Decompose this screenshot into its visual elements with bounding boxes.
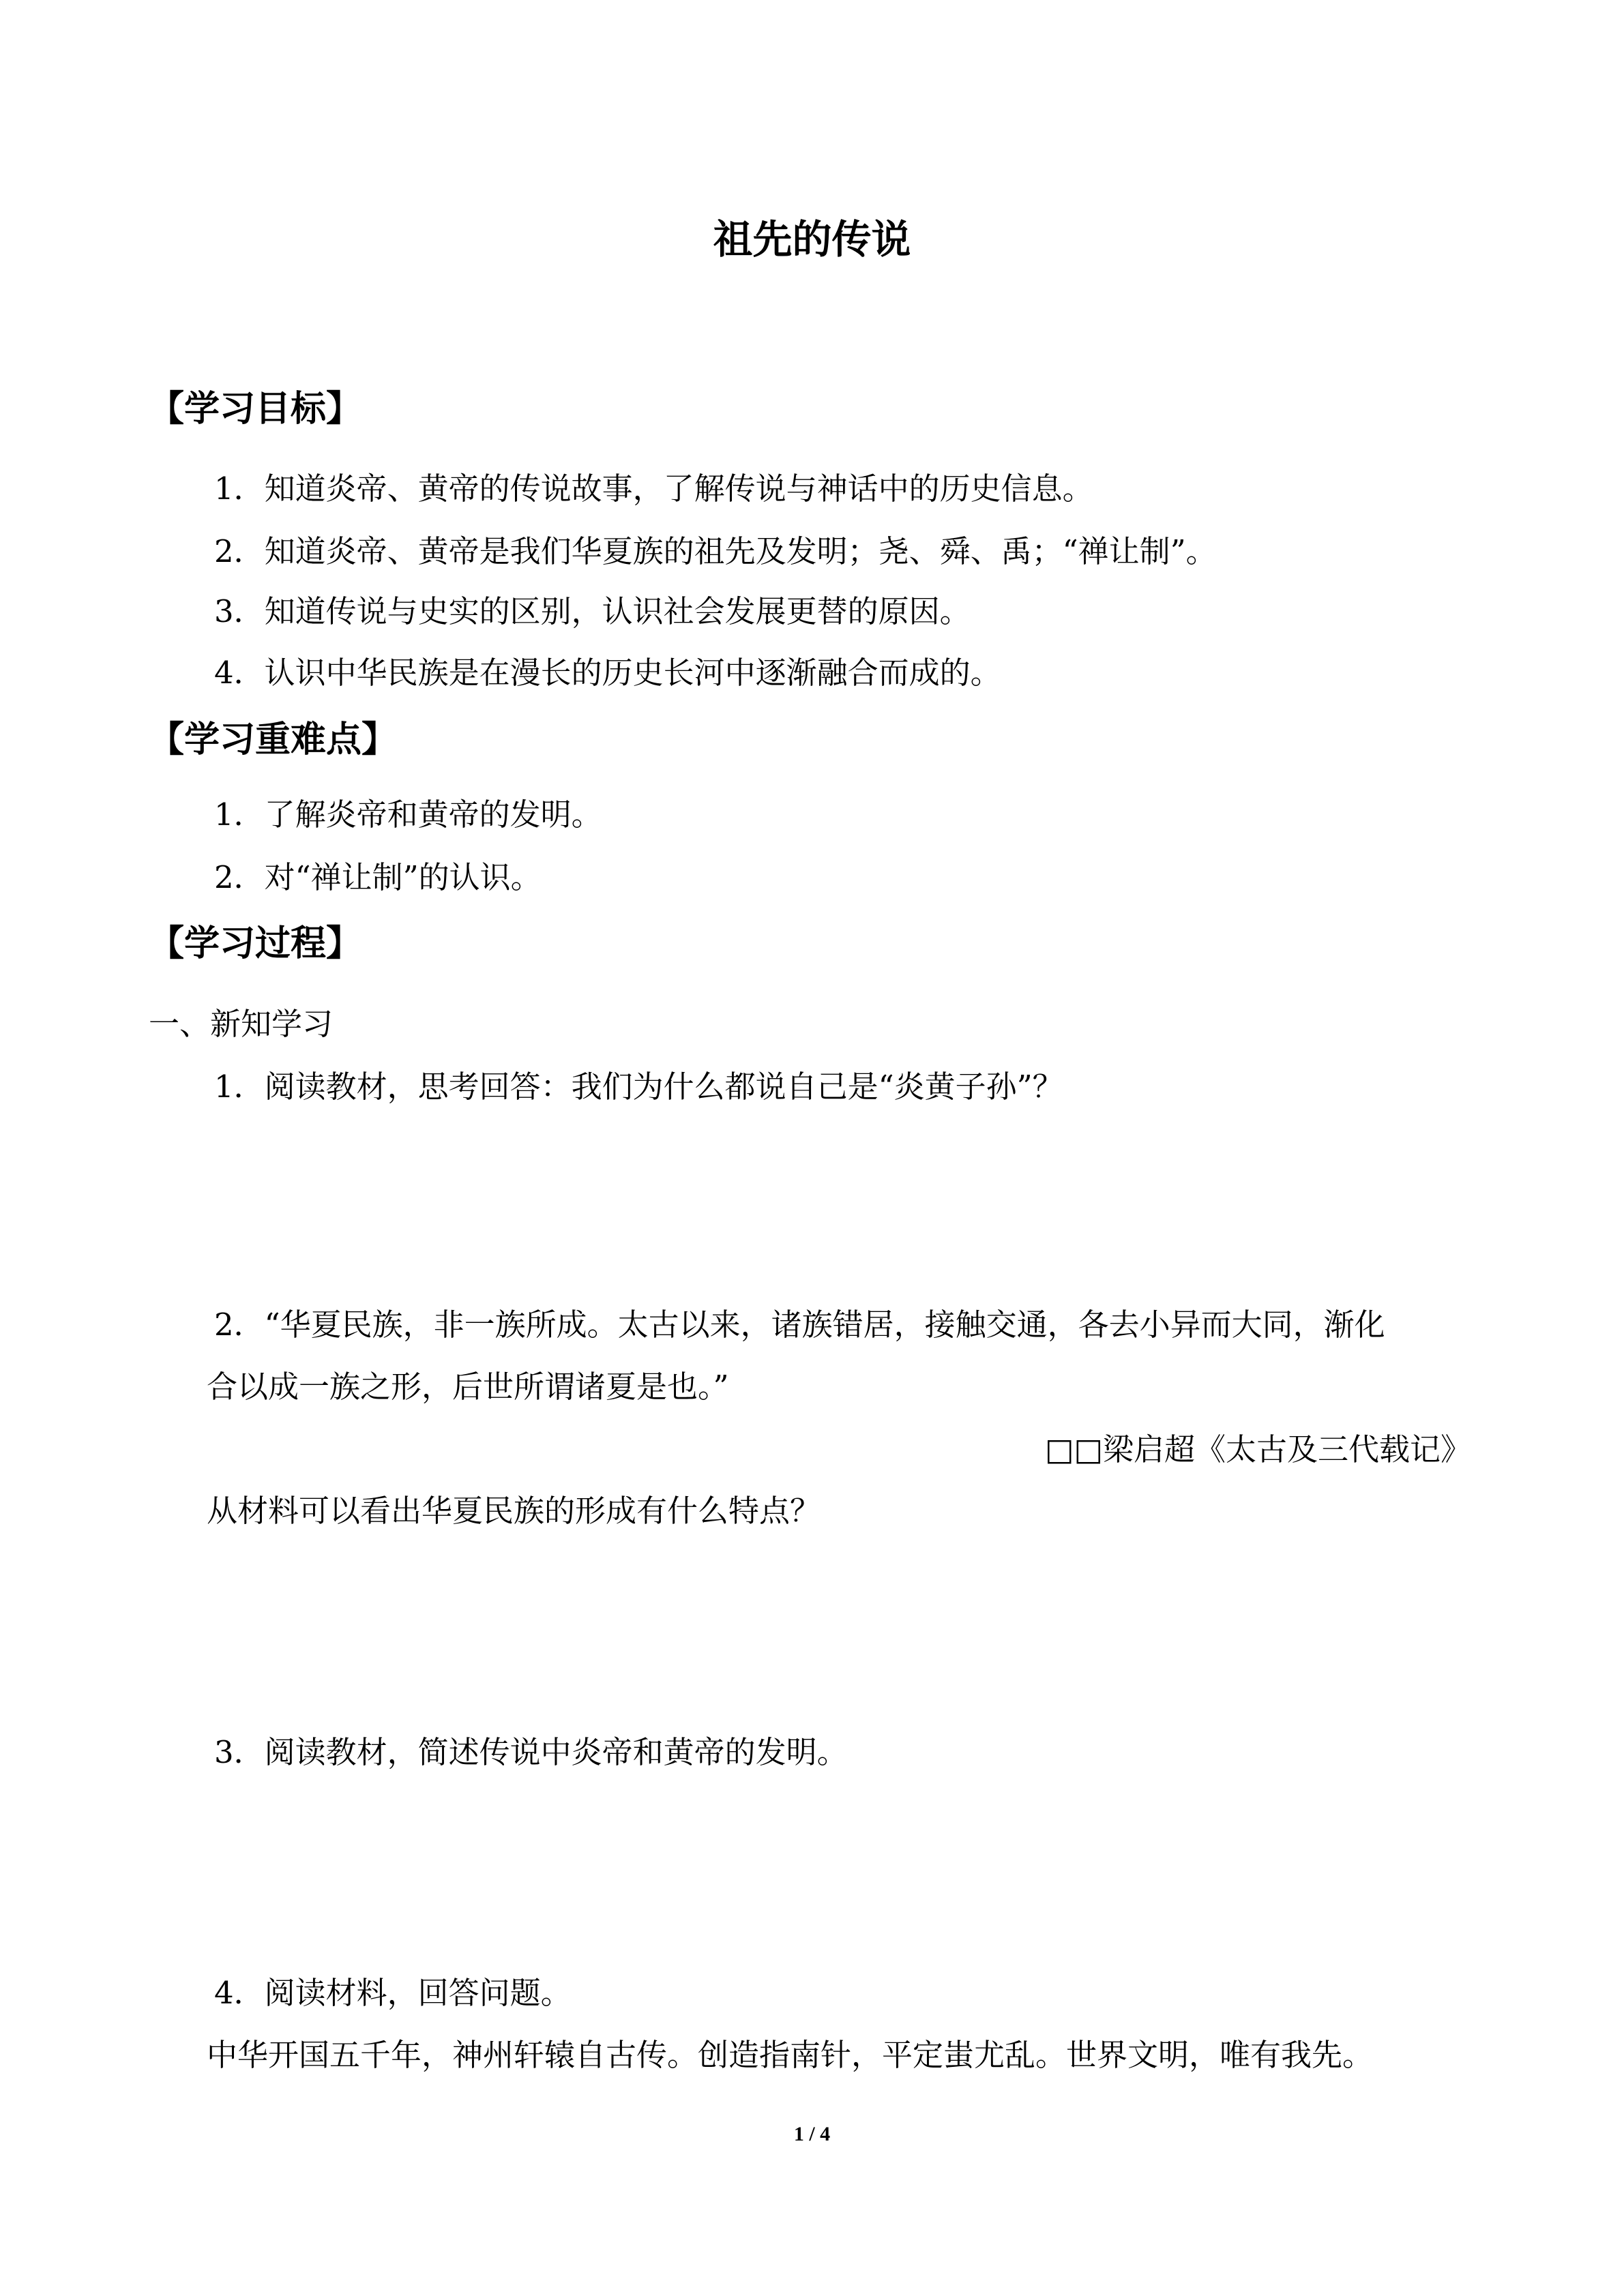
goal-item-3: 3．知道传说与史实的区别，认识社会发展更替的原因。 xyxy=(214,593,971,629)
quote-source: □□梁启超《太古及三代载记》 xyxy=(1044,1431,1471,1467)
page-title: 祖先的传说 xyxy=(713,216,911,263)
question-3: 3．阅读教材，简述传说中炎帝和黄帝的发明。 xyxy=(214,1734,848,1770)
question-1: 1．阅读教材，思考回答：我们为什么都说自己是“炎黄子孙”？ xyxy=(214,1069,1063,1105)
section-heading-process: 【学习过程】 xyxy=(149,923,362,964)
key-point-item-2: 2．对“禅让制”的认识。 xyxy=(214,859,542,895)
question-4-material: 中华开国五千年，神州轩辕自古传。创造指南针，平定蚩尤乱。世界文明，唯有我先。 xyxy=(207,2037,1374,2073)
question-4: 4．阅读材料，回答问题。 xyxy=(214,1975,572,2011)
section-heading-goals: 【学习目标】 xyxy=(149,389,362,430)
goal-item-2: 2．知道炎帝、黄帝是我们华夏族的祖先及发明；尧、舜、禹；“禅让制”。 xyxy=(214,533,1217,569)
question-2-line-1: 2．“华夏民族，非一族所成。太古以来，诸族错居，接触交通，各去小异而大同，渐化 xyxy=(214,1307,1385,1343)
key-point-item-1: 1．了解炎帝和黄帝的发明。 xyxy=(214,796,602,833)
section-heading-key-points: 【学习重难点】 xyxy=(149,719,398,760)
page-number: 1 / 4 xyxy=(793,2123,831,2145)
question-2-line-2: 合以成一族之形，后世所谓诸夏是也。” xyxy=(207,1369,729,1405)
subsection-label: 一、新知学习 xyxy=(149,1006,334,1042)
question-2-prompt: 从材料可以看出华夏民族的形成有什么特点？ xyxy=(207,1493,821,1529)
goal-item-1: 1．知道炎帝、黄帝的传说故事，了解传说与神话中的历史信息。 xyxy=(214,471,1093,507)
goal-item-4: 4．认识中华民族是在漫长的历史长河中逐渐融合而成的。 xyxy=(214,655,1001,691)
